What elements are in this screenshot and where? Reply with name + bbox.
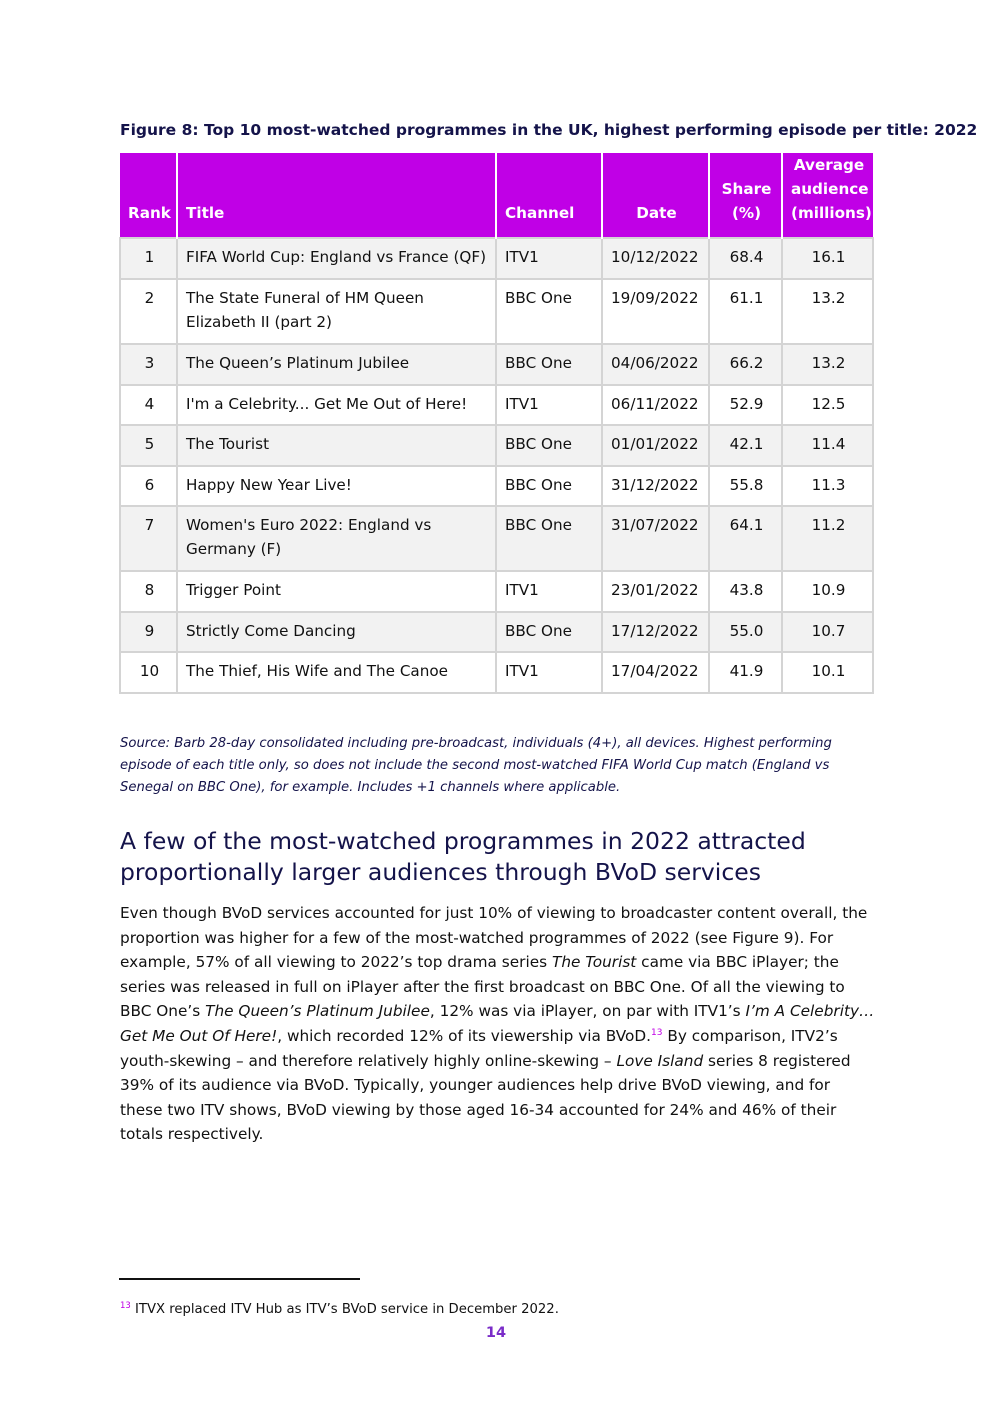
- cell-date: 06/11/2022: [602, 385, 709, 425]
- body-text-4: , which recorded 12% of its viewership via BVoD.: [277, 1026, 652, 1045]
- body-italic-im-a-celebrity: I’m A Celebrity… Get Me Out Of Here!: [120, 1002, 875, 1045]
- cell-channel: ITV1: [496, 571, 602, 612]
- cell-share: 52.9: [709, 385, 782, 425]
- body-paragraph: [120, 901, 876, 1147]
- cell-channel: BBC One: [496, 612, 602, 652]
- cell-rank: 1: [120, 238, 177, 279]
- cell-rank: 5: [120, 425, 177, 466]
- cell-date: 17/04/2022: [602, 652, 709, 693]
- page-number: 14: [485, 1325, 507, 1341]
- table-row: [120, 238, 873, 279]
- cell-title: Strictly Come Dancing: [177, 612, 496, 652]
- table-row: [120, 279, 873, 344]
- cell-channel: BBC One: [496, 279, 602, 344]
- cell-share: 55.8: [709, 466, 782, 506]
- cell-channel: ITV1: [496, 385, 602, 425]
- footnote-divider: [119, 1278, 360, 1280]
- header-share-line1: Share: [721, 180, 772, 198]
- table-row: [120, 466, 873, 506]
- header-date: Date: [602, 153, 709, 238]
- cell-share: 43.8: [709, 571, 782, 612]
- header-avg-line2: audience: [791, 180, 869, 198]
- cell-rank: 3: [120, 344, 177, 385]
- cell-channel: BBC One: [496, 425, 602, 466]
- cell-share: 55.0: [709, 612, 782, 652]
- cell-date: 01/01/2022: [602, 425, 709, 466]
- cell-rank: 8: [120, 571, 177, 612]
- cell-date: 10/12/2022: [602, 238, 709, 279]
- table-row: [120, 612, 873, 652]
- cell-rank: 10: [120, 652, 177, 693]
- cell-title: I'm a Celebrity... Get Me Out of Here!: [177, 385, 496, 425]
- cell-title: Women's Euro 2022: England vs Germany (F): [177, 506, 496, 571]
- cell-title: The Tourist: [177, 425, 496, 466]
- cell-share: 41.9: [709, 652, 782, 693]
- cell-audience: 11.2: [782, 506, 873, 571]
- cell-channel: BBC One: [496, 344, 602, 385]
- cell-title: Trigger Point: [177, 571, 496, 612]
- cell-audience: 13.2: [782, 279, 873, 344]
- figure-title: Figure 8: Top 10 most-watched programmes in the UK, highest performing episode per title: 2022: [120, 121, 978, 139]
- header-avg-line1: Average: [793, 156, 865, 174]
- cell-title: The Queen’s Platinum Jubilee: [177, 344, 496, 385]
- table-row: [120, 506, 873, 571]
- cell-audience: 12.5: [782, 385, 873, 425]
- cell-rank: 4: [120, 385, 177, 425]
- cell-channel: BBC One: [496, 506, 602, 571]
- footnote: [120, 1302, 559, 1317]
- cell-share: 68.4: [709, 238, 782, 279]
- body-text-1: Even though BVoD services accounted for just 10% of viewing to broadcaster content overall, the proportion was higher for a few of the most-watched programmes of 2022 (see Figure 9). For example, 57% of all viewing to 2022’s top drama series: [120, 904, 868, 972]
- cell-share: 61.1: [709, 279, 782, 344]
- cell-channel: BBC One: [496, 466, 602, 506]
- cell-audience: 10.7: [782, 612, 873, 652]
- cell-date: 31/07/2022: [602, 506, 709, 571]
- cell-rank: 6: [120, 466, 177, 506]
- header-channel: Channel: [496, 153, 602, 238]
- cell-share: 42.1: [709, 425, 782, 466]
- table-row: [120, 344, 873, 385]
- cell-rank: 9: [120, 612, 177, 652]
- cell-date: 17/12/2022: [602, 612, 709, 652]
- cell-channel: ITV1: [496, 238, 602, 279]
- cell-date: 31/12/2022: [602, 466, 709, 506]
- cell-date: 04/06/2022: [602, 344, 709, 385]
- table-row: [120, 652, 873, 693]
- cell-title: Happy New Year Live!: [177, 466, 496, 506]
- cell-audience: 10.9: [782, 571, 873, 612]
- body-italic-the-tourist: The Tourist: [551, 953, 637, 972]
- cell-share: 66.2: [709, 344, 782, 385]
- cell-date: 19/09/2022: [602, 279, 709, 344]
- cell-audience: 11.4: [782, 425, 873, 466]
- footnote-number: 13: [120, 1301, 131, 1311]
- cell-channel: ITV1: [496, 652, 602, 693]
- header-share-line2: (%): [731, 204, 762, 222]
- programmes-table: [119, 153, 874, 694]
- table-row: [120, 425, 873, 466]
- footnote-text: ITVX replaced ITV Hub as ITV’s BVoD service in December 2022.: [130, 1302, 559, 1317]
- cell-rank: 7: [120, 506, 177, 571]
- cell-audience: 11.3: [782, 466, 873, 506]
- cell-title: The State Funeral of HM Queen Elizabeth II (part 2): [177, 279, 496, 344]
- cell-audience: 16.1: [782, 238, 873, 279]
- body-text-5: By comparison, ITV2’s youth-skewing – and therefore relatively highly online-skewing –: [120, 1026, 838, 1070]
- cell-date: 23/01/2022: [602, 571, 709, 612]
- section-heading: A few of the most-watched programmes in 2022 attracted proportionally larger audiences through BVoD services: [120, 827, 806, 886]
- body-text-6: series 8 registered 39% of its audience via BVoD. Typically, younger audiences help drive BVoD viewing, and for these two ITV shows, BVoD viewing by those aged 16-34 accounted for 24% and 46% of their totals respectively.: [120, 1051, 851, 1144]
- cell-audience: 13.2: [782, 344, 873, 385]
- body-text-2: came via BBC iPlayer; the series was released in full on iPlayer after the first broadcast on BBC One. Of all the viewing to BBC One’s: [120, 953, 845, 1021]
- table-row: [120, 385, 873, 425]
- cell-audience: 10.1: [782, 652, 873, 693]
- header-average-audience: [782, 153, 873, 238]
- cell-rank: 2: [120, 279, 177, 344]
- body-text-3: , 12% was via iPlayer, on par with ITV1’s: [429, 1002, 746, 1021]
- header-share: [709, 153, 782, 238]
- body-italic-platinum-jubilee: The Queen’s Platinum Jubilee: [205, 1002, 430, 1021]
- header-avg-line3: (millions): [791, 204, 872, 222]
- header-rank: Rank: [120, 153, 177, 238]
- cell-title: FIFA World Cup: England vs France (QF): [177, 238, 496, 279]
- table-row: [120, 571, 873, 612]
- source-note: Source: Barb 28-day consolidated including pre-broadcast, individuals (4+), all devices. Highest performing episode of each title only, so does not include the second most-watched FIFA World Cup match (England vs Senegal on BBC One), for example. Includes +1 channels where applicable.: [120, 736, 832, 795]
- cell-share: 64.1: [709, 506, 782, 571]
- table-header-row: [120, 153, 873, 238]
- footnote-reference[interactable]: 13: [651, 1027, 663, 1038]
- cell-title: The Thief, His Wife and The Canoe: [177, 652, 496, 693]
- header-title: Title: [177, 153, 496, 238]
- body-italic-love-island: Love Island: [616, 1051, 704, 1070]
